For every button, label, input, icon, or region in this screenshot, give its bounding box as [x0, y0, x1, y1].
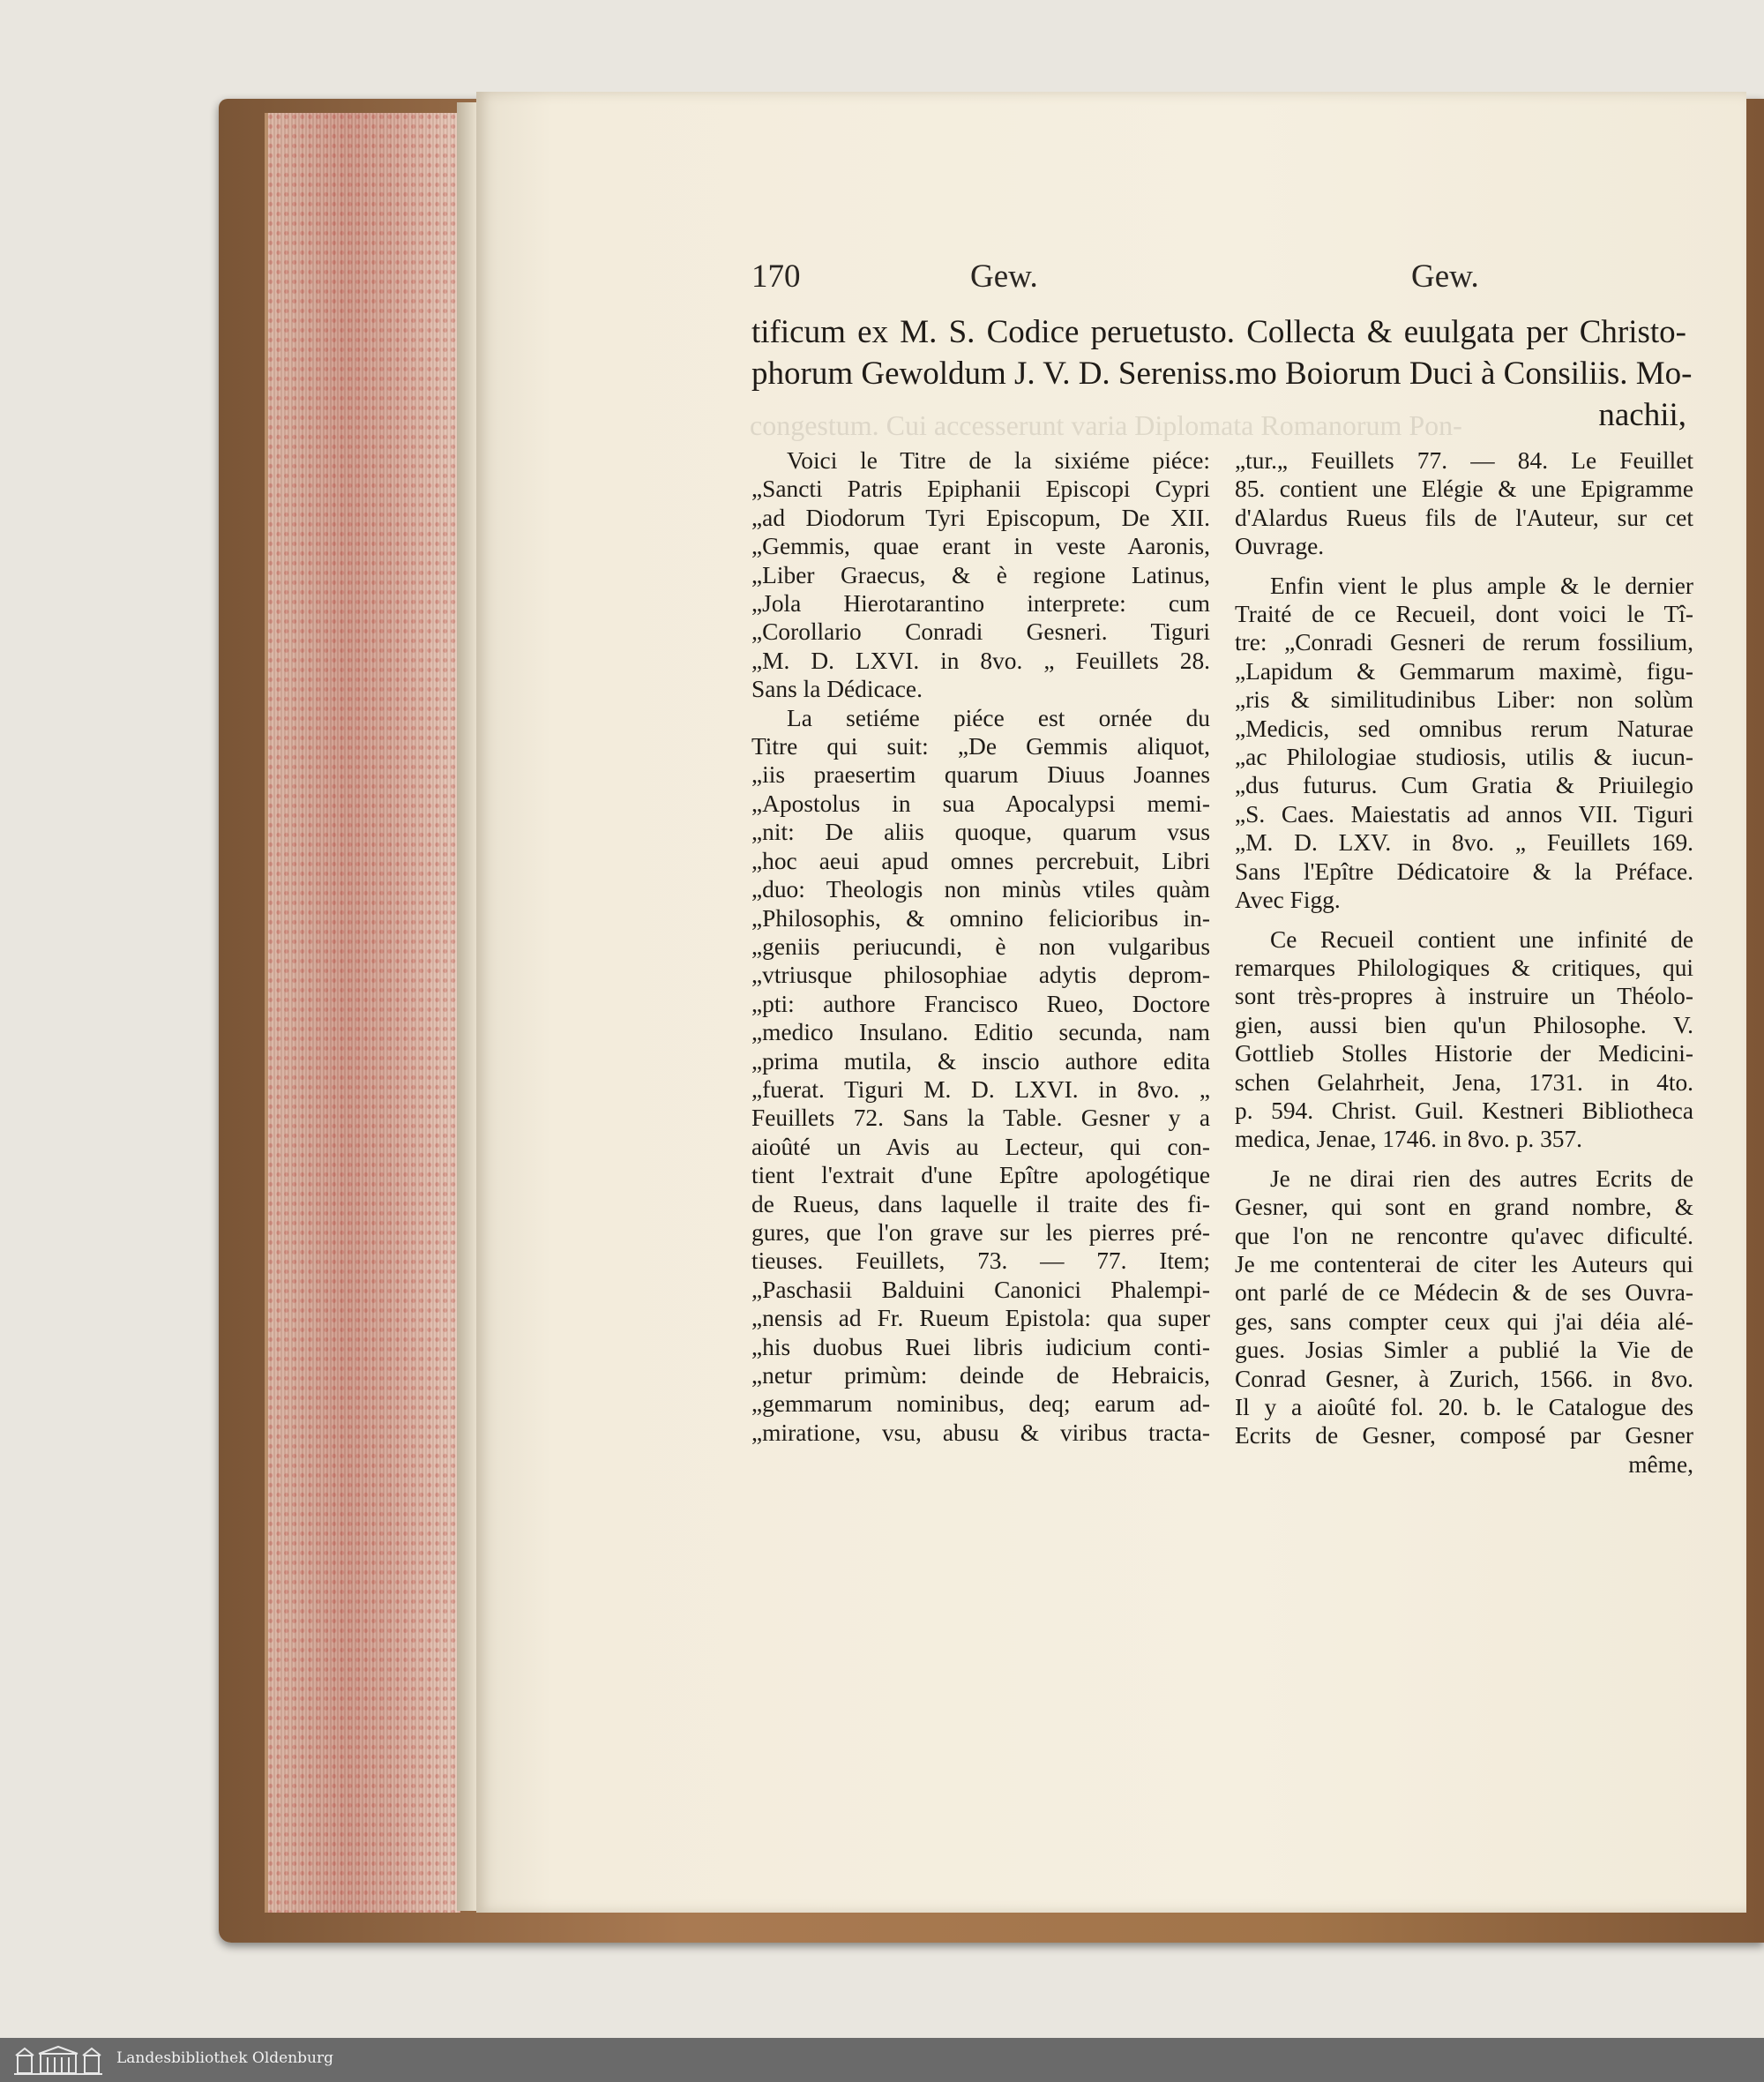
text-line: gues. Josias Simler a publié la Vie de: [1235, 1337, 1693, 1364]
text-line: Feuillets 72. Sans la Table. Gesner y a: [751, 1105, 1210, 1132]
running-head-right: Gew.: [1411, 258, 1479, 295]
full-width-line: phorum Gewoldum J. V. D. Sereniss.mo Boiorum Duci à Consiliis. Mo-: [751, 356, 1693, 392]
text-line: 85. contient une Elégie & une Epigramme: [1235, 476, 1693, 503]
text-line: Titre qui suit: „De Gemmis aliquot,: [751, 733, 1210, 760]
text-line: „Jola Hierotarantino interprete: cum: [751, 590, 1210, 618]
text-line: „Liber Graecus, & è regione Latinus,: [751, 561, 1210, 588]
page-edges: [265, 113, 460, 1913]
catchword: même,: [1628, 1450, 1693, 1478]
text-line: p. 594. Christ. Guil. Kestneri Bibliotheca: [1235, 1097, 1693, 1124]
text-line: Je me contenterai de citer les Auteurs qui: [1235, 1250, 1693, 1277]
text-line: Avec Figg.: [1235, 887, 1341, 914]
text-line: Il y a aioûté fol. 20. b. le Catalogue des: [1235, 1394, 1693, 1420]
text-line: remarques Philologiques & critiques, qui: [1235, 954, 1693, 981]
text-line: Voici le Titre de la sixiéme piéce:: [787, 447, 1210, 474]
text-line: „Corollario Conradi Gesneri. Tiguri: [751, 618, 1210, 646]
text-line: „his duobus Ruei libris iudicium conti-: [751, 1333, 1210, 1360]
text-line: „Medicis, sed omnibus rerum Naturae: [1235, 715, 1693, 742]
text-line: aioûté un Avis au Lecteur, qui con-: [751, 1133, 1210, 1160]
text-line: gures, que l'on grave sur les pierres pré-: [751, 1218, 1210, 1246]
text-line: „geniis periucundi, è non vulgaribus: [751, 932, 1210, 960]
text-line: Sans la Dédicace.: [751, 676, 923, 703]
full-width-line: tificum ex M. S. Codice peruetusto. Collecta & euulgata per Christo-: [751, 314, 1686, 350]
text-line: tieuses. Feuillets, 73. — 77. Item;: [751, 1247, 1210, 1275]
text-line: „Sancti Patris Epiphanii Episcopi Cypri: [751, 476, 1210, 503]
text-line: Ouvrage.: [1235, 533, 1325, 560]
text-line: „nensis ad Fr. Rueum Epistola: qua super: [751, 1305, 1210, 1332]
text-line: La setiéme piéce est ornée du: [787, 704, 1210, 731]
page-number: 170: [751, 258, 801, 295]
text-line: Gesner, qui sont en grand nombre, &: [1235, 1194, 1693, 1221]
library-building-icon: [12, 2043, 104, 2077]
full-width-line: nachii,: [1598, 397, 1686, 433]
text-line: Enfin vient le plus ample & le dernier: [1270, 572, 1693, 599]
text-line: Ce Recueil contient une infinité de: [1270, 925, 1693, 953]
text-line: „M. D. LXVI. in 8vo. „ Feuillets 28.: [751, 647, 1210, 674]
text-line: ges, sans compter ceux qui j'ai déia alé-: [1235, 1307, 1693, 1335]
bleed-through-text: congestum. Cui accesserunt varia Diplomata Romanorum Pon-: [750, 409, 1462, 441]
text-line: „vtriusque philosophiae adytis deprom-: [751, 962, 1210, 989]
text-line: „pti: authore Francisco Rueo, Doctore: [751, 990, 1210, 1017]
text-line: tient l'extrait d'une Epître apologétique: [751, 1162, 1210, 1189]
footer-bar: [0, 2038, 1764, 2082]
text-line: Traité de ce Recueil, dont voici le Tî-: [1235, 601, 1693, 628]
right-column: [1235, 446, 1693, 1479]
text-line: Je ne dirai rien des autres Ecrits de: [1270, 1165, 1693, 1192]
text-line: „Philosophis, & omnino felicioribus in-: [751, 904, 1210, 932]
text-line: gien, aussi bien qu'un Philosophe. V.: [1235, 1011, 1693, 1038]
text-line: „ris & similitudinibus Liber: non solùm: [1235, 686, 1693, 714]
text-line: Ecrits de Gesner, composé par Gesner: [1235, 1422, 1693, 1449]
text-line: „miratione, vsu, abusu & viribus tracta-: [751, 1419, 1210, 1446]
text-line: d'Alardus Rueus fils de l'Auteur, sur cet: [1235, 504, 1693, 531]
text-line: „hoc aeui apud omnes percrebuit, Libri: [751, 847, 1210, 874]
text-line: „iis praesertim quarum Diuus Joannes: [751, 761, 1210, 789]
text-line: „netur primùm: deinde de Hebraicis,: [751, 1362, 1210, 1389]
text-line: „Lapidum & Gemmarum maximè, figu-: [1235, 657, 1693, 685]
text-line: „Gemmis, quae erant in veste Aaronis,: [751, 533, 1210, 560]
text-line: que l'on ne rencontre qu'avec dificulté.: [1235, 1222, 1693, 1249]
page-gutter: [457, 102, 478, 1911]
text-line: „dus futurus. Cum Gratia & Priuilegio: [1235, 772, 1693, 799]
text-line: „fuerat. Tiguri M. D. LXVI. in 8vo. „: [751, 1075, 1210, 1103]
text-line: „prima mutila, & inscio authore edita: [751, 1047, 1210, 1075]
text-line: schen Gelahrheit, Jena, 1731. in 4to.: [1235, 1068, 1693, 1096]
text-line: de Rueus, dans laquelle il traite des fi-: [751, 1190, 1210, 1217]
text-line: „nit: De aliis quoque, quarum vsus: [751, 819, 1210, 846]
text-line: sont très-propres à instruire un Théolo-: [1235, 983, 1693, 1010]
text-line: „gemmarum nominibus, deq; earum ad-: [751, 1390, 1210, 1418]
text-line: „duo: Theologis non minùs vtiles quàm: [751, 876, 1210, 903]
text-line: „ac Philologiae studiosis, utilis & iucun-: [1235, 744, 1693, 771]
text-line: medica, Jenae, 1746. in 8vo. p. 357.: [1235, 1126, 1583, 1153]
text-line: „medico Insulano. Editio secunda, nam: [751, 1019, 1210, 1046]
text-line: Conrad Gesner, à Zurich, 1566. in 8vo.: [1235, 1365, 1693, 1392]
text-line: „tur.„ Feuillets 77. — 84. Le Feuillet: [1235, 447, 1693, 474]
text-line: „ad Diodorum Tyri Episcopum, De XII.: [751, 504, 1210, 531]
text-line: ont parlé de ce Médecin & de ses Ouvra-: [1235, 1279, 1693, 1307]
running-head-center: Gew.: [970, 258, 1038, 295]
text-line: „S. Caes. Maiestatis ad annos VII. Tiguri: [1235, 800, 1693, 828]
left-column: [751, 446, 1210, 1447]
library-name: Landesbibliothek Oldenburg: [116, 2049, 334, 2067]
text-line: „Apostolus in sua Apocalypsi memi-: [751, 790, 1210, 817]
text-line: „Paschasii Balduini Canonici Phalempi-: [751, 1276, 1210, 1303]
text-line: Sans l'Epître Dédicatoire & la Préface.: [1235, 858, 1693, 885]
text-line: Gottlieb Stolles Historie der Medicini-: [1235, 1040, 1693, 1067]
text-line: „M. D. LXV. in 8vo. „ Feuillets 169.: [1235, 829, 1693, 857]
text-line: tre: „Conradi Gesneri de rerum fossilium,: [1235, 629, 1693, 656]
